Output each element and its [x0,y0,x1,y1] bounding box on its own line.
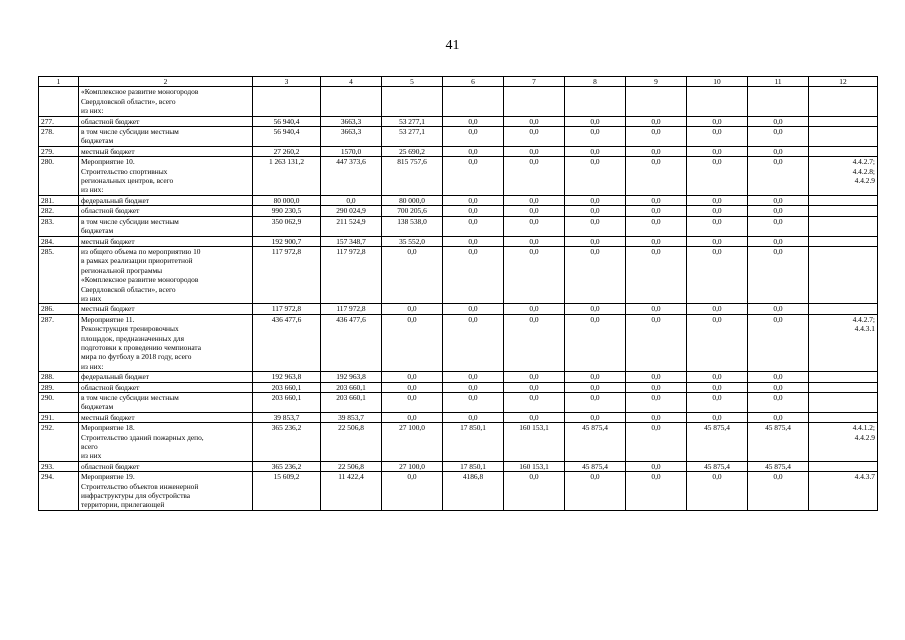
amount-cell: 0,0 [504,127,565,147]
row-title: местный бюджет [79,236,253,246]
column-header: 11 [748,77,809,87]
amount-cell: 0,0 [626,372,687,382]
amount-cell: 0,0 [626,116,687,126]
amount-cell: 15 609,2 [253,472,321,511]
table-row [39,216,878,236]
row-title: из общего объема по мероприятию 10 в рамках реализации приоритетной региональной программы «Комплексное развитие моногородов Свердловской области», всего из них [79,246,253,303]
target-code-cell [809,146,878,156]
row-title: Мероприятие 19. Строительство объектов инженерной инфраструктуры для обустройства территории, прилегающей [79,472,253,511]
row-number: 282. [39,206,79,216]
amount-cell: 80 000,0 [382,195,443,205]
amount-cell: 0,0 [626,195,687,205]
amount-cell: 45 875,4 [687,423,748,462]
amount-cell: 436 477,6 [253,314,321,371]
amount-cell: 0,0 [748,146,809,156]
amount-cell: 990 230,5 [253,206,321,216]
amount-cell: 0,0 [687,195,748,205]
amount-cell: 0,0 [687,314,748,371]
amount-cell: 22 506,8 [321,423,382,462]
table-row [39,157,878,196]
amount-cell: 203 660,1 [321,393,382,413]
column-header: 1 [39,77,79,87]
amount-cell: 0,0 [443,146,504,156]
row-title: местный бюджет [79,304,253,314]
amount-cell: 0,0 [443,393,504,413]
amount-cell [626,87,687,116]
amount-cell [504,87,565,116]
amount-cell: 0,0 [382,382,443,392]
target-code-cell [809,382,878,392]
amount-cell: 0,0 [382,372,443,382]
row-number: 289. [39,382,79,392]
row-number: 294. [39,472,79,511]
amount-cell: 0,0 [504,472,565,511]
amount-cell [687,87,748,116]
amount-cell: 53 277,1 [382,116,443,126]
amount-cell: 27 260,2 [253,146,321,156]
row-number: 278. [39,127,79,147]
amount-cell: 0,0 [565,472,626,511]
table-row [39,127,878,147]
amount-cell: 0,0 [626,393,687,413]
amount-cell: 0,0 [687,116,748,126]
column-header: 2 [79,77,253,87]
row-title: местный бюджет [79,412,253,422]
amount-cell: 0,0 [443,382,504,392]
header-row [39,77,878,87]
amount-cell: 117 972,8 [253,246,321,303]
target-code-cell [809,116,878,126]
amount-cell: 0,0 [504,304,565,314]
target-code-cell [809,87,878,116]
amount-cell: 0,0 [504,314,565,371]
amount-cell: 211 524,9 [321,216,382,236]
amount-cell: 56 940,4 [253,116,321,126]
amount-cell: 436 477,6 [321,314,382,371]
amount-cell: 39 853,7 [253,412,321,422]
amount-cell: 39 853,7 [321,412,382,422]
table-row [39,382,878,392]
target-code-cell [809,372,878,382]
table-row [39,461,878,471]
table-row [39,314,878,371]
amount-cell: 160 153,1 [504,423,565,462]
amount-cell: 0,0 [565,412,626,422]
amount-cell: 0,0 [443,216,504,236]
row-title: в том числе субсидии местным бюджетам [79,127,253,147]
table-row [39,372,878,382]
amount-cell: 0,0 [382,314,443,371]
amount-cell: 0,0 [687,236,748,246]
amount-cell: 0,0 [504,393,565,413]
amount-cell: 192 963,8 [321,372,382,382]
target-code-cell [809,216,878,236]
amount-cell: 4186,8 [443,472,504,511]
budget-table [38,76,878,511]
target-code-cell [809,461,878,471]
amount-cell: 0,0 [687,216,748,236]
amount-cell: 0,0 [626,472,687,511]
target-code-cell: 4.4.2.7; 4.4.3.1 [809,314,878,371]
amount-cell: 0,0 [626,382,687,392]
column-header: 5 [382,77,443,87]
row-number: 284. [39,236,79,246]
amount-cell: 0,0 [748,246,809,303]
amount-cell: 0,0 [443,127,504,147]
amount-cell: 25 690,2 [382,146,443,156]
amount-cell: 0,0 [504,157,565,196]
target-code-cell [809,412,878,422]
amount-cell: 45 875,4 [565,461,626,471]
amount-cell: 27 100,0 [382,423,443,462]
row-number: 287. [39,314,79,371]
table-row [39,195,878,205]
amount-cell [748,87,809,116]
amount-cell: 56 940,4 [253,127,321,147]
table-row [39,412,878,422]
amount-cell: 0,0 [565,304,626,314]
amount-cell: 0,0 [504,236,565,246]
amount-cell: 0,0 [687,127,748,147]
target-code-cell [809,206,878,216]
amount-cell: 0,0 [626,412,687,422]
amount-cell: 0,0 [504,372,565,382]
row-number: 285. [39,246,79,303]
row-number [39,87,79,116]
amount-cell: 0,0 [443,412,504,422]
amount-cell: 0,0 [504,412,565,422]
amount-cell: 0,0 [443,195,504,205]
amount-cell: 0,0 [443,116,504,126]
target-code-cell [809,246,878,303]
amount-cell: 0,0 [748,236,809,246]
amount-cell: 0,0 [565,216,626,236]
amount-cell: 0,0 [748,157,809,196]
table-row [39,393,878,413]
amount-cell: 0,0 [504,246,565,303]
table-row [39,146,878,156]
amount-cell: 0,0 [565,246,626,303]
amount-cell: 160 153,1 [504,461,565,471]
amount-cell: 0,0 [748,206,809,216]
amount-cell: 0,0 [687,412,748,422]
row-number: 288. [39,372,79,382]
amount-cell: 0,0 [626,423,687,462]
amount-cell: 3663,3 [321,116,382,126]
amount-cell: 0,0 [565,393,626,413]
amount-cell: 0,0 [687,157,748,196]
amount-cell: 45 875,4 [748,461,809,471]
target-code-cell: 4.4.1.2; 4.4.2.9 [809,423,878,462]
amount-cell: 0,0 [687,206,748,216]
table-row [39,423,878,462]
amount-cell: 17 850,1 [443,423,504,462]
amount-cell: 138 538,0 [382,216,443,236]
amount-cell: 0,0 [626,314,687,371]
amount-cell: 0,0 [565,382,626,392]
row-number: 283. [39,216,79,236]
row-title: федеральный бюджет [79,372,253,382]
amount-cell: 0,0 [626,236,687,246]
row-title: областной бюджет [79,206,253,216]
table-row [39,236,878,246]
amount-cell: 0,0 [687,146,748,156]
amount-cell: 0,0 [504,116,565,126]
amount-cell: 0,0 [748,304,809,314]
amount-cell: 35 552,0 [382,236,443,246]
amount-cell: 290 024,9 [321,206,382,216]
amount-cell: 0,0 [626,461,687,471]
amount-cell: 192 900,7 [253,236,321,246]
amount-cell: 80 000,0 [253,195,321,205]
target-code-cell [809,304,878,314]
table-row [39,87,878,116]
row-number: 292. [39,423,79,462]
amount-cell: 0,0 [565,157,626,196]
row-number: 281. [39,195,79,205]
amount-cell: 0,0 [626,206,687,216]
amount-cell: 22 506,8 [321,461,382,471]
amount-cell: 0,0 [504,195,565,205]
amount-cell: 0,0 [748,314,809,371]
amount-cell: 0,0 [382,393,443,413]
row-title: в том числе субсидии местным бюджетам [79,216,253,236]
amount-cell: 117 972,8 [321,304,382,314]
amount-cell: 53 277,1 [382,127,443,147]
row-title: областной бюджет [79,116,253,126]
amount-cell [321,87,382,116]
amount-cell: 17 850,1 [443,461,504,471]
target-code-cell [809,236,878,246]
row-title: Мероприятие 10. Строительство спортивных региональных центров, всего из них: [79,157,253,196]
amount-cell: 0,0 [443,246,504,303]
column-header: 8 [565,77,626,87]
amount-cell [565,87,626,116]
amount-cell: 0,0 [687,372,748,382]
amount-cell [253,87,321,116]
row-number: 290. [39,393,79,413]
target-code-cell [809,393,878,413]
amount-cell [443,87,504,116]
row-number: 291. [39,412,79,422]
amount-cell: 0,0 [748,195,809,205]
row-title: «Комплексное развитие моногородов Свердловской области», всего из них: [79,87,253,116]
table-row [39,304,878,314]
amount-cell: 0,0 [382,246,443,303]
amount-cell: 0,0 [748,412,809,422]
column-header: 10 [687,77,748,87]
amount-cell: 0,0 [687,304,748,314]
table-row [39,472,878,511]
amount-cell: 0,0 [748,216,809,236]
amount-cell: 0,0 [565,195,626,205]
amount-cell: 0,0 [565,314,626,371]
amount-cell: 0,0 [382,412,443,422]
target-code-cell [809,195,878,205]
amount-cell: 45 875,4 [687,461,748,471]
target-code-cell: 4.4.3.7 [809,472,878,511]
amount-cell: 0,0 [443,304,504,314]
amount-cell: 447 373,6 [321,157,382,196]
amount-cell: 117 972,8 [321,246,382,303]
amount-cell: 0,0 [748,116,809,126]
amount-cell: 0,0 [687,393,748,413]
row-title: местный бюджет [79,146,253,156]
row-number: 277. [39,116,79,126]
table-body [39,87,878,510]
amount-cell: 0,0 [565,236,626,246]
amount-cell: 0,0 [443,157,504,196]
amount-cell: 27 100,0 [382,461,443,471]
amount-cell: 0,0 [626,146,687,156]
target-code-cell [809,127,878,147]
amount-cell: 45 875,4 [748,423,809,462]
amount-cell: 350 062,9 [253,216,321,236]
amount-cell: 0,0 [626,304,687,314]
amount-cell: 0,0 [321,195,382,205]
amount-cell: 0,0 [748,393,809,413]
row-title: областной бюджет [79,461,253,471]
amount-cell: 0,0 [504,206,565,216]
row-title: Мероприятие 11. Реконструкция тренировочных площадок, предназначенных для подготовки к проведению чемпионата мира по футболу в 2018 году, всего из них: [79,314,253,371]
column-header: 7 [504,77,565,87]
table-header [39,77,878,87]
amount-cell: 0,0 [565,206,626,216]
amount-cell: 117 972,8 [253,304,321,314]
amount-cell: 1570,0 [321,146,382,156]
target-code-cell: 4.4.2.7; 4.4.2.8; 4.4.2.9 [809,157,878,196]
amount-cell: 0,0 [443,372,504,382]
amount-cell: 0,0 [626,246,687,303]
row-title: федеральный бюджет [79,195,253,205]
amount-cell: 0,0 [687,246,748,303]
amount-cell: 0,0 [443,314,504,371]
amount-cell: 0,0 [443,236,504,246]
amount-cell: 0,0 [382,304,443,314]
column-header: 4 [321,77,382,87]
amount-cell: 0,0 [626,127,687,147]
amount-cell: 0,0 [626,157,687,196]
table-row [39,206,878,216]
amount-cell: 0,0 [565,127,626,147]
row-number: 293. [39,461,79,471]
column-header: 12 [809,77,878,87]
amount-cell: 0,0 [382,472,443,511]
table-row [39,246,878,303]
row-title: Мероприятие 18. Строительство зданий пожарных депо, всего из них [79,423,253,462]
amount-cell: 0,0 [504,382,565,392]
amount-cell: 203 660,1 [253,382,321,392]
amount-cell: 0,0 [626,216,687,236]
amount-cell [382,87,443,116]
column-header: 9 [626,77,687,87]
column-header: 3 [253,77,321,87]
amount-cell: 0,0 [565,372,626,382]
amount-cell: 1 263 131,2 [253,157,321,196]
amount-cell: 0,0 [748,382,809,392]
amount-cell: 157 348,7 [321,236,382,246]
row-number: 279. [39,146,79,156]
amount-cell: 0,0 [748,372,809,382]
row-title: в том числе субсидии местным бюджетам [79,393,253,413]
amount-cell: 203 660,1 [253,393,321,413]
amount-cell: 365 236,2 [253,461,321,471]
table-row [39,116,878,126]
amount-cell: 192 963,8 [253,372,321,382]
amount-cell: 0,0 [687,382,748,392]
amount-cell: 0,0 [748,472,809,511]
amount-cell: 0,0 [565,146,626,156]
amount-cell: 700 205,6 [382,206,443,216]
amount-cell: 0,0 [443,206,504,216]
amount-cell: 0,0 [748,127,809,147]
amount-cell: 0,0 [504,146,565,156]
row-title: областной бюджет [79,382,253,392]
row-number: 286. [39,304,79,314]
column-header: 6 [443,77,504,87]
page-number: 41 [445,38,460,53]
amount-cell: 11 422,4 [321,472,382,511]
row-number: 280. [39,157,79,196]
amount-cell: 0,0 [687,472,748,511]
amount-cell: 365 236,2 [253,423,321,462]
amount-cell: 0,0 [565,116,626,126]
amount-cell: 3663,3 [321,127,382,147]
amount-cell: 203 660,1 [321,382,382,392]
amount-cell: 0,0 [504,216,565,236]
amount-cell: 815 757,6 [382,157,443,196]
amount-cell: 45 875,4 [565,423,626,462]
